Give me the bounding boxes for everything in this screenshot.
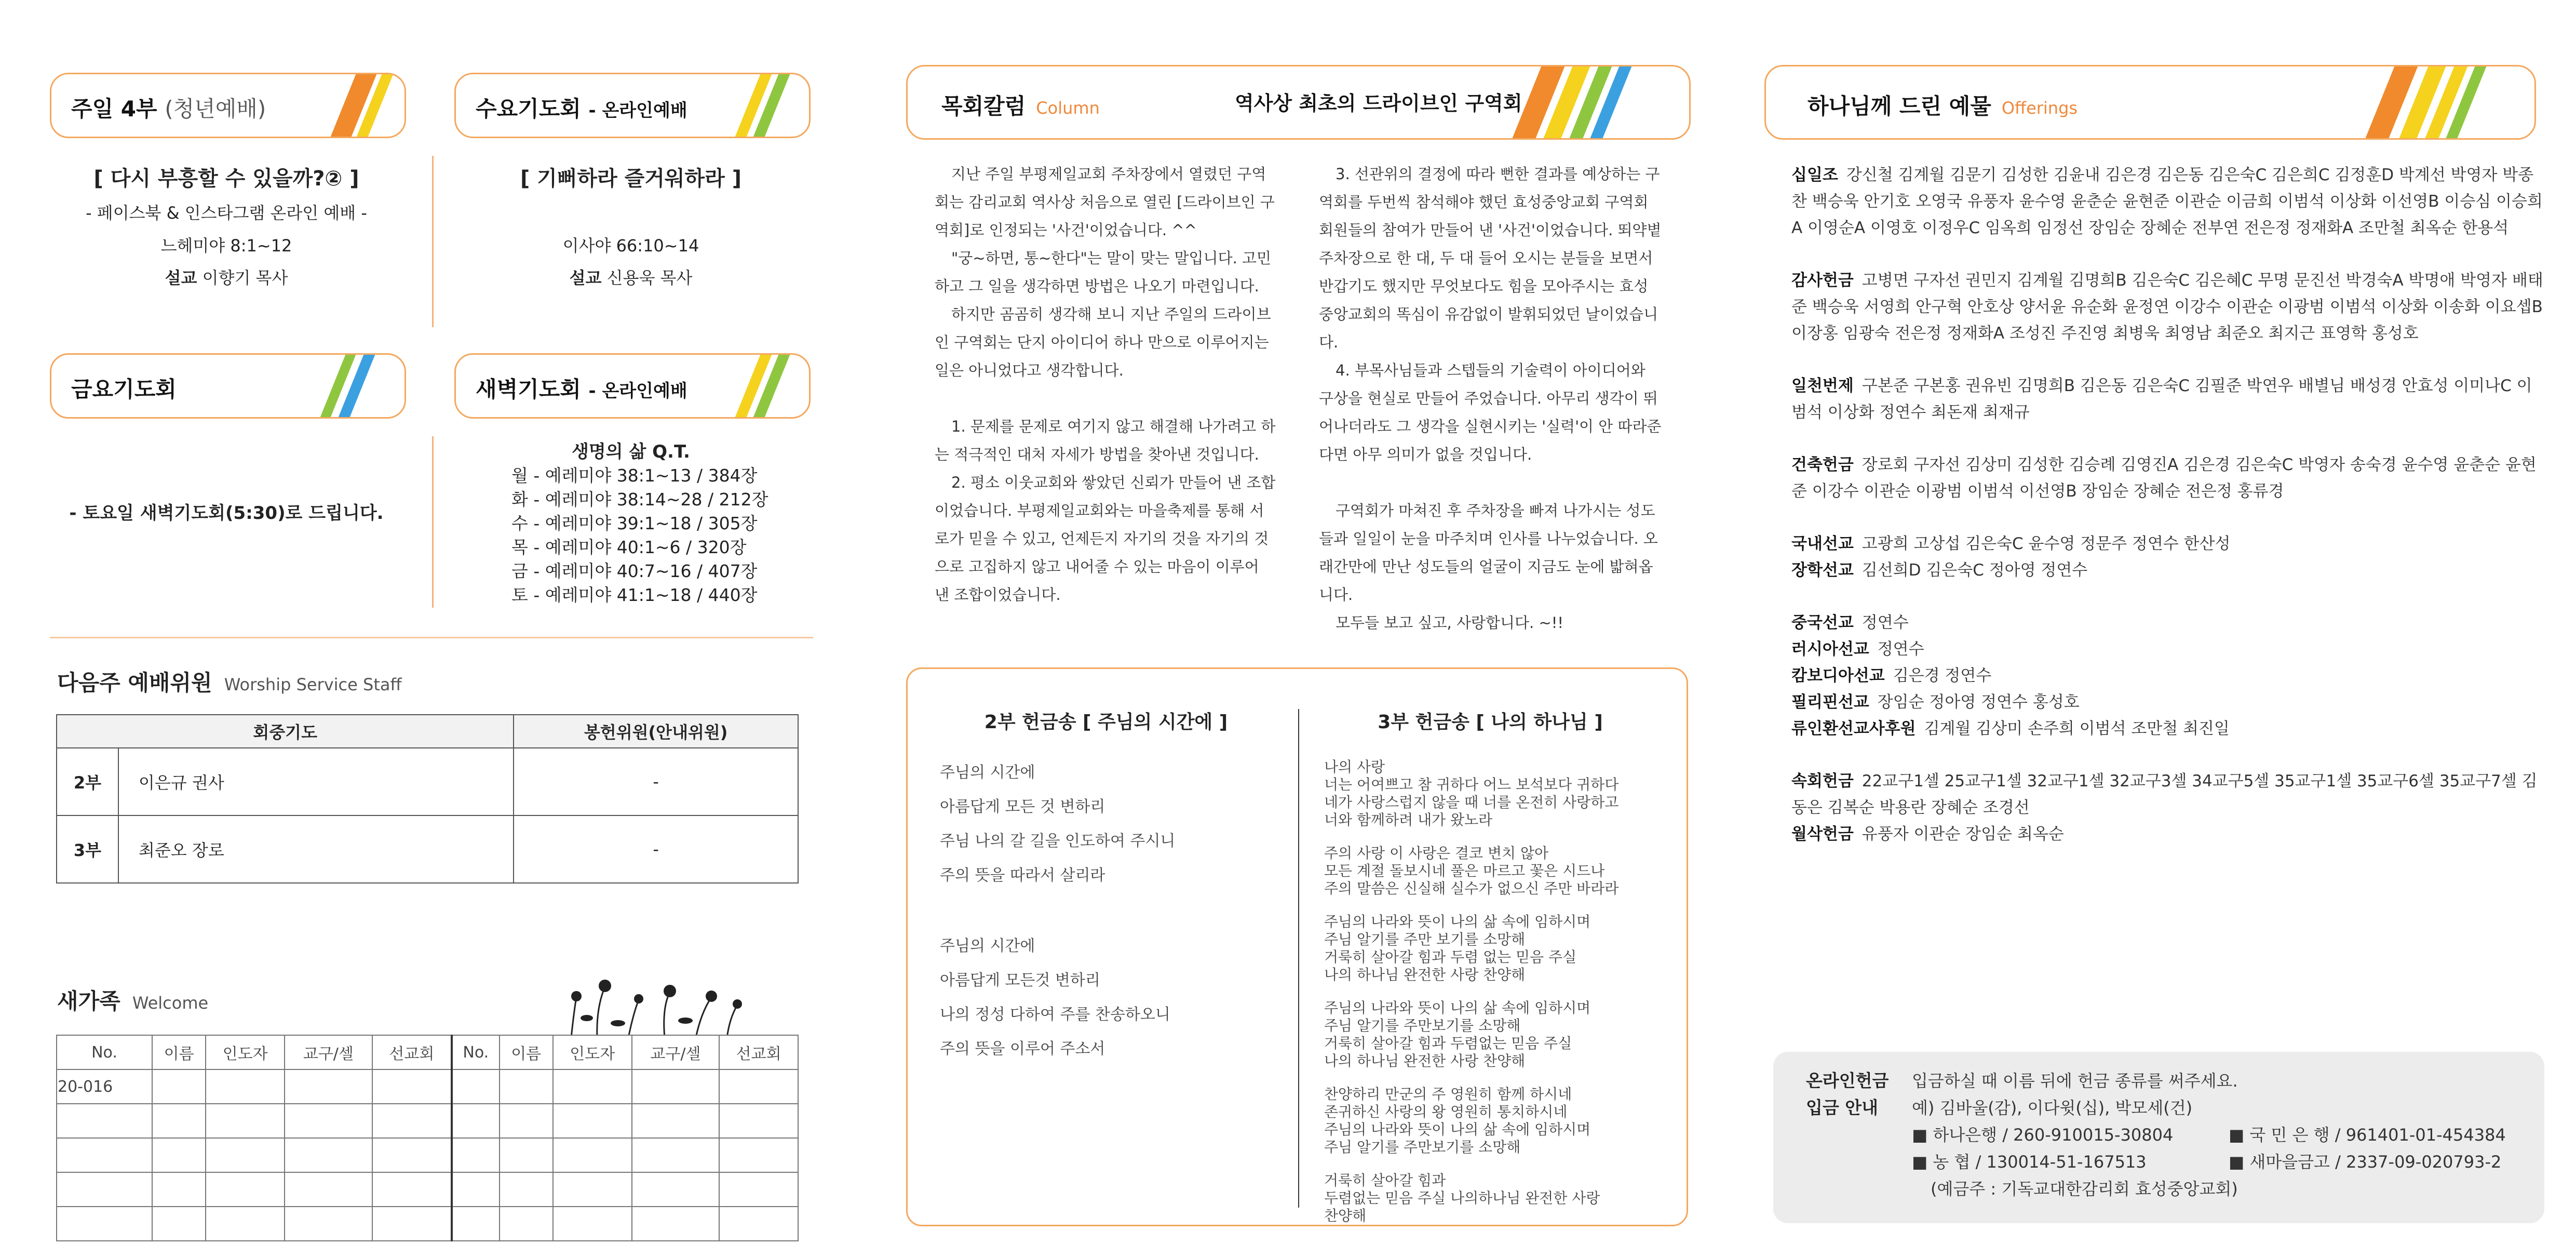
dawn-header <box>454 353 811 419</box>
friday-note: - 토요일 새벽기도회(5:30)로 드립니다. <box>69 503 384 524</box>
offerings-title: 하나님께 드린 예물 Offerings <box>1808 93 2078 119</box>
divider <box>432 156 434 327</box>
table-row: 2부 이은규 권사 - <box>57 748 798 815</box>
column-right-text: 3. 선관위의 결정에 따라 뻔한 결과를 예상하는 구역회를 두번씩 참석해야 했던 효성중앙교회 구역회 회원들의 참여가 만들어 낸 '사건'이었습니다. 뙤약볕 주차장으로 한 대, 두 대 들어 오시는 분들을 보면서 반갑기도 했지만 무엇보다도 힘을 모아주시는 효성중앙교회의 똑심이 유감없이 발휘되었던 날이었습니다. 4. 부목사님들과 스텝들의 기술력이 아이디어와 구상을 현실로 만들어 주었습니다. 아무리 생각이 뛰어나더라도 그 생각을 실현시키는 '실력'이 안 따라준다면 아무 의미가 없을 것입니다. 구역회가 마쳐진 후 주차장을 빠져 나가시는 성도들과 일일이 눈을 마주치며 인사를 나누었습니다. 오래간만에 만난 성도들의 얼굴이 지금도 눈에 밟혀옵니다. 모두들 보고 싶고, 사랑합니다. ~!! <box>1319 165 1662 632</box>
sunday4-title: 주일 4부 (청년예배) <box>71 96 266 122</box>
flowers-illustration <box>556 976 753 1039</box>
wednesday-header <box>454 73 811 138</box>
staff-col-offering: 봉헌위원(안내위원) <box>514 715 798 748</box>
offering-group: 건축헌금 장로회 구자선 김상미 김성한 김승례 김영진A 김은경 김은숙C 박영자 송숙경 윤수영 윤춘순 윤현준 이강수 이관순 이광범 이범석 이선영B 장임순 장혜순 전은정 홍류경 <box>1791 456 2537 501</box>
wednesday-scripture: 이사야 66:10~14 <box>562 236 699 256</box>
online-offering-info: 입금하실 때 이름 뒤에 헌금 종류를 써주세요. 예) 김바울(감), 이다윗(십), 박모세(건) ■ 하나은행 / 260-910015-30804 ■ 국 민 은 행 / 961401-01-454384 ■ 농 협 / 130014-51-167513 ■ 새마을금고 / 2337-09-020793-2 (예금주 : 기독교대한감리회 효성중앙교회) <box>1912 1071 2506 1199</box>
hymn2-title: 2부 헌금송 [ 주님의 시간에 ] <box>984 712 1228 733</box>
friday-header <box>50 353 406 419</box>
wednesday-theme: [ 기뻐하라 즐거워하라 ] <box>520 167 742 191</box>
hymn3-title: 3부 헌금송 [ 나의 하나님 ] <box>1378 712 1603 733</box>
offering-group: 일천번제 구본준 구본홍 권유빈 김명희B 김은동 김은숙C 김필준 박연우 배별님 배성경 안효성 이미나C 이범석 이상화 정연수 최돈재 최재규 <box>1791 377 2532 422</box>
section-divider <box>50 637 813 638</box>
dawn-qt-list <box>511 464 768 607</box>
staff-table <box>56 714 799 884</box>
offering-group: 국내선교 고광희 고상섭 김은숙C 윤수영 정문주 정연수 한산성 <box>1791 534 2231 553</box>
sunday4-sermon: 설교 이향기 목사 <box>165 268 288 288</box>
offering-group: 중국선교 정연수 <box>1791 613 1909 632</box>
table-row: 3부 최준오 장로 - <box>57 815 798 883</box>
divider <box>1298 709 1299 1208</box>
table-row <box>57 1207 798 1241</box>
sunday4-header <box>50 73 406 138</box>
offering-group: 필리핀선교 장임순 정아영 정연수 홍성호 <box>1791 693 2080 712</box>
wednesday-title: 수요기도회 - 온라인예배 <box>476 96 687 122</box>
qt-item: 화 - 예레미야 38:14~28 / 212장 <box>511 489 768 510</box>
qt-item: 토 - 예레미야 41:1~18 / 440장 <box>511 585 758 605</box>
hymn2-lyrics: 주님의 시간에 아름답게 모든 것 변하리 주님 나의 갈 길을 인도하여 주시니 주의 뜻을 따라서 살리라 주님의 시간에 아름답게 모든것 변하리 나의 정성 다하여 주를 찬송하오니 주의 뜻을 이루어 주소서 <box>940 764 1176 1058</box>
newfamily-heading: 새가족 Welcome <box>57 988 209 1014</box>
qt-item: 월 - 예레미야 38:1~13 / 384장 <box>511 465 758 486</box>
offering-group: 캄보디아선교 김은경 정연수 <box>1791 666 1992 685</box>
offering-group: 류인환선교사후원 김계월 김상미 손주희 이범석 조만철 최진일 <box>1791 719 2230 738</box>
table-row <box>57 1172 798 1207</box>
staff-col-prayer: 회중기도 <box>57 715 514 748</box>
offering-group: 장학선교 김선희D 김은숙C 정아영 정연수 <box>1791 561 2088 580</box>
dawn-title: 새벽기도회 - 온라인예배 <box>476 377 687 402</box>
offering-group: 러시아선교 정연수 <box>1791 640 1924 659</box>
column-title: 목회칼럼 Column <box>941 93 1100 119</box>
offerings-header <box>1764 65 2536 140</box>
staff-heading: 다음주 예배위원 Worship Service Staff <box>57 670 402 695</box>
qt-item: 수 - 예레미야 39:1~18 / 305장 <box>511 513 758 533</box>
column-left-text: 지난 주일 부평제일교회 주차장에서 열렸던 구역회는 감리교회 역사상 처음으로 열린 [드라이브인 구역회]로 인정되는 '사건'이었습니다. ^^ "궁~하면, 통~한다"는 말이 맞는 말입니다. 고민하고 그 일을 생각하면 방법은 나오기 마련입니다. 하지만 곰곰히 생각해 보니 지난 주일의 드라이브인 구역회는 단지 아이디어 하나 만으로 이루어지는 일은 아니었다고 생각합니다. 1. 문제를 문제로 여기지 않고 해결해 나가려고 하는 적극적인 대처 자세가 방법을 찾아낸 것입니다. 2. 평소 이웃교회와 쌓았던 신뢰가 만들어 낸 조합이었습니다. 부평제일교회와는 마을축제를 통해 서로가 믿을 수 있고, 언제든지 자기의 것을 자기의 것으로 고집하지 않고 내어줄 수 있는 마음이 이루어 낸 조합이었습니다. <box>935 165 1276 604</box>
friday-title: 금요기도회 <box>71 377 177 402</box>
qt-item: 목 - 예레미야 40:1~6 / 320장 <box>511 537 747 557</box>
table-row <box>57 1138 798 1172</box>
qt-item: 금 - 예레미야 40:7~16 / 407장 <box>511 561 758 581</box>
sunday4-scripture: 느헤미야 8:1~12 <box>160 236 292 256</box>
hymn3-lyrics: 나의 사랑 너는 어여쁘고 참 귀하다 어느 보석보다 귀하다 네가 사랑스럽지 않을 때 너를 온전히 사랑하고 너와 함께하려 내가 왔노라 주의 사랑 이 사랑은 결코 변치 않아 모든 계절 돌보시네 풀은 마르고 꽃은 시드나 주의 말씀은 신실해 실수가 없으신 주만 바라라 주님의 나라와 뜻이 나의 삶 속에 임하시며 주님 알기를 주만 보기를 소망해 거룩히 살아갈 힘과 두렴 없는 믿음 주실 나의 하나님 완전한 사랑 찬양해 주님의 나라와 뜻이 나의 삶 속에 임하시며 주님 알기를 주만보기를 소망해 거룩히 살아갈 힘과 두렴없는 믿음 주실 나의 하나님 완전한 사랑 찬양해 찬양하리 만군의 주 영원히 함께 하시네 존귀하신 사랑의 왕 영원히 통치하시네 주님의 나라와 뜻이 나의 삶 속에 임하시며 주님 알기를 주만보기를 소망해 거룩히 살아갈 힘과 두렴없는 믿음 주실 나의하나님 완전한 사랑 찬양해 <box>1324 758 1619 1224</box>
sunday4-online: - 페이스북 & 인스타그램 온라인 예배 - <box>86 203 367 223</box>
offering-group: 속회헌금 22교구1셀 25교구1셀 32교구1셀 32교구3셀 34교구5셀 35교구1셀 35교구6셀 35교구7셀 김동은 김복순 박용란 장혜순 조경선 <box>1791 772 2538 817</box>
offering-group: 십일조 강신철 김계월 김문기 김성한 김윤내 김은경 김은동 김은숙C 김은희C 김정훈D 박계선 박영자 박종찬 백승욱 안기호 오영국 유풍자 윤수영 윤춘순 윤현준 이관순 이금희 이범석 이상화 이선영B 이승심 이승희A 이영순A 이영호 이정우C 임옥희 임정선 장임순 장혜순 전부연 전은정 정재화A 조만철 최옥순 한용석 <box>1791 166 2543 237</box>
online-offering-labels: 온라인헌금 입금 안내 <box>1806 1070 1889 1118</box>
dawn-qt-title: 생명의 삶 Q.T. <box>572 441 690 462</box>
offerings-list <box>1791 162 2544 848</box>
table-row: 20-016 <box>57 1069 798 1104</box>
offering-group: 감사헌금 고병면 구자선 권민지 김계월 김명희B 김은숙C 김은혜C 무명 문진선 박경숙A 박명애 박영자 배태준 백승욱 서영희 안구혁 안호상 양서윤 유순화 윤정연 이강수 이관순 이광범 이범석 이상화 이송화 이요셉B 이장홍 임광숙 전은정 정재화A 조성진 주진영 최병욱 최영남 최준오 최지근 표영학 홍성호 <box>1791 271 2543 343</box>
newfamily-table: No. 이름 인도자 교구/셀 선교회 No. 이름 인도자 교구/셀 선교회 20-016 <box>56 1035 799 1241</box>
divider <box>432 436 434 608</box>
sunday4-theme: [ 다시 부흥할 수 있을까?② ] <box>93 167 359 191</box>
table-row <box>57 1104 798 1138</box>
column-header <box>906 65 1691 140</box>
column-headline: 역사상 최초의 드라이브인 구역회 <box>1235 92 1522 115</box>
wednesday-sermon: 설교 신용욱 목사 <box>569 268 693 288</box>
offering-group: 월삭헌금 유풍자 이관순 장임순 최옥순 <box>1791 825 2064 844</box>
